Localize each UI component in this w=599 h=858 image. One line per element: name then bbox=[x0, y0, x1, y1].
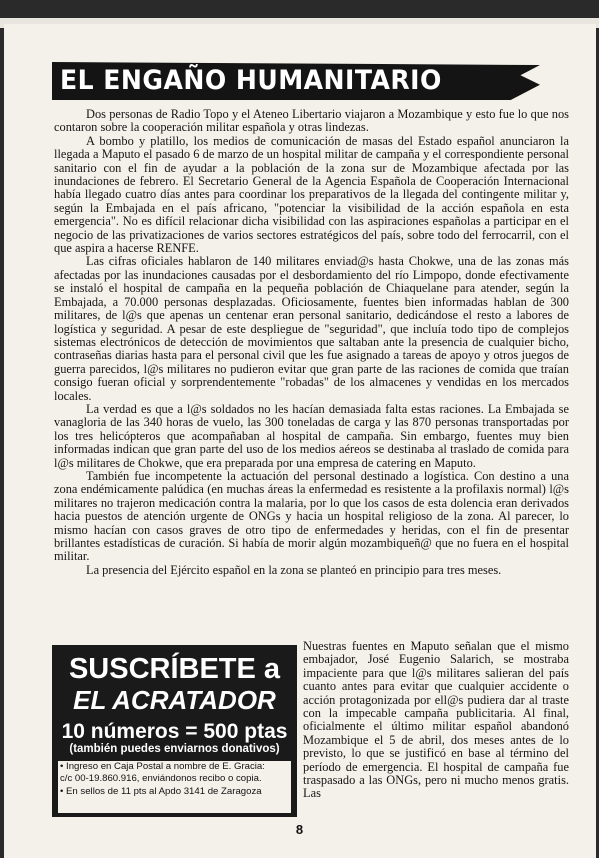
paragraph-4: La verdad es que a l@s soldados no les hacían demasiada falta estas raciones. La Embajada se vanagloria de las 340 horas de vuelo, las 300 toneladas de carga y las 870 personas transportadas por los tres helicópteros que acompañaban al hospital de campaña. Sin embargo, fuentes muy bien informadas indican que gran parte del uso de los medios aéreos se destinaba al traslado de comida para l@s militares de Chokwe, que era preparada por una empresa de catering en Maputo. bbox=[54, 401, 569, 470]
ad-headline: SUSCRÍBETE a bbox=[68, 653, 281, 685]
paragraph-3: Las cifras oficiales hablaron de 140 militares enviad@s hasta Chokwe, una de las zonas más afectadas por las inundaciones causadas por el desbordamiento del río Limpopo, donde efectivamente se instaló el hospital de campaña en la pequeña población de Chiaquelane para atender, según la Embajada, a 70.000 personas desplazadas. Oficiosamente, fuentes bien informadas hablan de 300 militares, de l@s que apenas un centenar eran personal sanitario, dedicándose el resto a labores de logística y seguridad. A pesar de este despliegue de "seguridad", que incluía todo tipo de complejos sistemas electrónicos de detección de movimientos que saltaban ante la presencia de cualquier bicho, contraseñas diarias hasta para el personal civil que les fue asignado a tareas de apoyo y otros juegos de guerra parecidos, l@s militares no pudieron evitar que gran parte de las raciones de comida que traían consigo fueran oficial y sorprendentemente "robadas" de los almacenes y vendidas en los mercados locales. bbox=[54, 254, 569, 403]
ad-price: 10 números = 500 ptas bbox=[61, 720, 288, 743]
article-body-right-column bbox=[303, 640, 569, 801]
subscription-ad bbox=[52, 645, 297, 817]
ad-payment-account: c/c 00-19.860.916, enviándonos recibo o copia. bbox=[60, 773, 262, 785]
article-body bbox=[54, 108, 569, 577]
paragraph-2: A bombo y platillo, los medios de comunicación de masas del Estado español anunciaron la llegada a Maputo el pasado 6 de marzo de un hospital militar de campaña y el correspondiente personal sanitario con el fin de ayudar a la población de la zona sur de Mozambique afectada por las inundaciones de febrero. El Secretario General de la Agencia Española de Cooperación Internacional había llegado cuatro días antes para coordinar los preparativos de la llegada del contingente militar y, según la Embajada en el país africano, "potenciar la visibilidad de la acción española en esta emergencia". No es difícil relacionar dicha visibilidad con las aspiraciones españolas a participar en el negocio de las privatizaciones de varios sectores estratégicos del país, sobre todo del ferrocarril, con el que aspira a hacerse RENFE. bbox=[54, 133, 569, 256]
paragraph-6: La presencia del Ejército español en la zona se planteó en principio para tres meses. bbox=[86, 562, 502, 577]
paragraph-5: También fue incompetente la actuación del personal destinado a logística. Con destino a una zona endémicamente palúdica (en muchas áreas la enfermedad es resistente a la profilaxis normal) l@s militares no trajeron medicación contra la malaria, por lo que los casos de esta dolencia eran derivados hacia puestos de atención urgente de ONGs y hacia un hospital religioso de la zona. Al parecer, lo mismo hacían con casos graves de otro tipo de enfermedades y heridas, con el fin de presentar brillantes estadísticas de curación. Si había de morir algún mozambiqueñ@ que no fuera en el hospital militar. bbox=[54, 468, 569, 564]
ad-payment-bank: • Ingreso en Caja Postal a nombre de E. Gracia: bbox=[60, 761, 265, 772]
paragraph-1: Dos personas de Radio Topo y el Ateneo Libertario viajaron a Mozambique y esto fue lo que nos contaron sobre la cooperación militar española y otras lindezas. bbox=[54, 107, 569, 135]
ad-publication-name: EL ACRATADOR bbox=[73, 685, 276, 715]
ad-payment-box bbox=[58, 761, 291, 813]
article-title: EL ENGAÑO HUMANITARIO bbox=[60, 65, 442, 96]
ad-donations-note: (también puedes enviarnos donativos) bbox=[69, 743, 280, 755]
paragraph-7: Nuestras fuentes en Maputo señalan que el mismo embajador, José Eugenio Salarich, se mostraba impaciente para que l@s militares salieran del país cuanto antes para evitar que cualquier accidente o acción protagonizada por ell@s pudiera dar al traste con la impecable campaña publicitaria. Al final, oficialmente el último militar español abandonó Mozambique el 5 de abril, dos meses antes de lo previsto, lo que se justificó en base al término del período de emergencia. El hospital de campaña fue traspasado a las ONGs, pero ni mucho menos gratis. Las bbox=[303, 639, 569, 801]
page-number: 8 bbox=[295, 822, 304, 837]
ad-payment-stamps: • En sellos de 11 pts al Apdo 3141 de Zaragoza bbox=[60, 785, 262, 797]
